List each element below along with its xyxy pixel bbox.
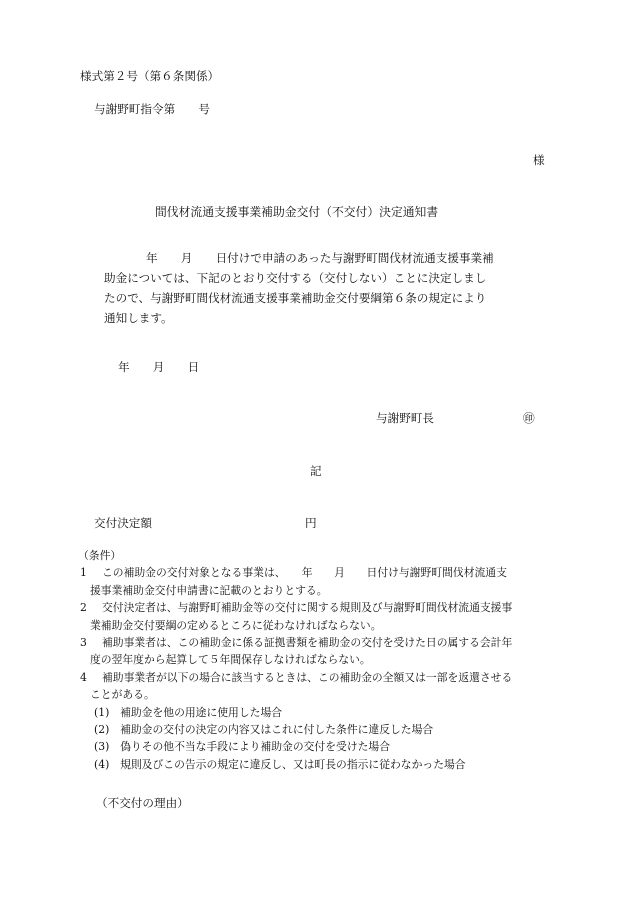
condition-item: 4 補助事業者が以下の場合に該当するときは、この補助金の全額又は一部を返還させる xyxy=(80,670,513,684)
condition-item-continuation: 度の翌年度から起算して５年間保存しなければならない。 xyxy=(90,653,371,667)
addressee-suffix: 様 xyxy=(533,153,545,167)
condition-subitem: (1) 補助金を他の用途に使用した場合 xyxy=(94,705,283,719)
ki-heading: 記 xyxy=(310,464,322,478)
condition-item: 3 補助事業者は、この補助金に係る証拠書類を補助金の交付を受けた日の属する会計年 xyxy=(80,636,513,650)
issuer: 与謝野町長 xyxy=(376,411,434,425)
grant-amount-label: 交付決定額 xyxy=(94,516,152,530)
condition-item-continuation: 業補助金交付要綱の定めるところに従わなければならない。 xyxy=(90,618,382,632)
condition-item-continuation: 援事業補助金交付申請書に記載のとおりとする。 xyxy=(90,583,328,597)
condition-item: 1 この補助金の交付対象となる事業は、 年 月 日付け与謝野町間伐材流通支 xyxy=(80,566,507,580)
conditions-heading: （条件） xyxy=(78,549,122,562)
reference-number: 与謝野町指令第 号 xyxy=(94,102,210,116)
condition-item: 2 交付決定者は、与謝野町補助金等の交付に関する規則及び与謝野町間伐材流通支援事 xyxy=(80,601,513,615)
condition-subitem: (4) 規則及びこの告示の規定に違反し、又は町長の指示に従わなかった場合 xyxy=(94,757,466,771)
document-title: 間伐材流通支援事業補助金交付（不交付）決定通知書 xyxy=(155,205,439,219)
body-line-2: 助金については、下記のとおり交付する（交付しない）ことに決定しまし xyxy=(104,271,487,285)
condition-subitem: (2) 補助金の交付の決定の内容又はこれに付した条件に違反した場合 xyxy=(94,723,434,737)
grant-amount-unit: 円 xyxy=(305,516,317,530)
date-line: 年 月 日 xyxy=(118,360,200,374)
conditions-section xyxy=(80,547,550,773)
non-grant-reason-label: （不交付の理由） xyxy=(96,796,189,810)
condition-subitem: (3) 偽りその他不当な手段により補助金の交付を受けた場合 xyxy=(94,740,391,754)
body-line-1: 年 月 日付けで申請のあった与謝野町間伐材流通支援事業補 xyxy=(146,251,494,265)
seal-mark: ㊞ xyxy=(523,411,535,425)
condition-item-continuation: ことがある。 xyxy=(90,688,155,702)
form-label: 様式第２号（第６条関係） xyxy=(80,69,220,83)
body-line-4: 通知します。 xyxy=(104,311,173,325)
body-line-3: たので、与謝野町間伐材流通支援事業補助金交付要綱第６条の規定により xyxy=(104,291,487,305)
